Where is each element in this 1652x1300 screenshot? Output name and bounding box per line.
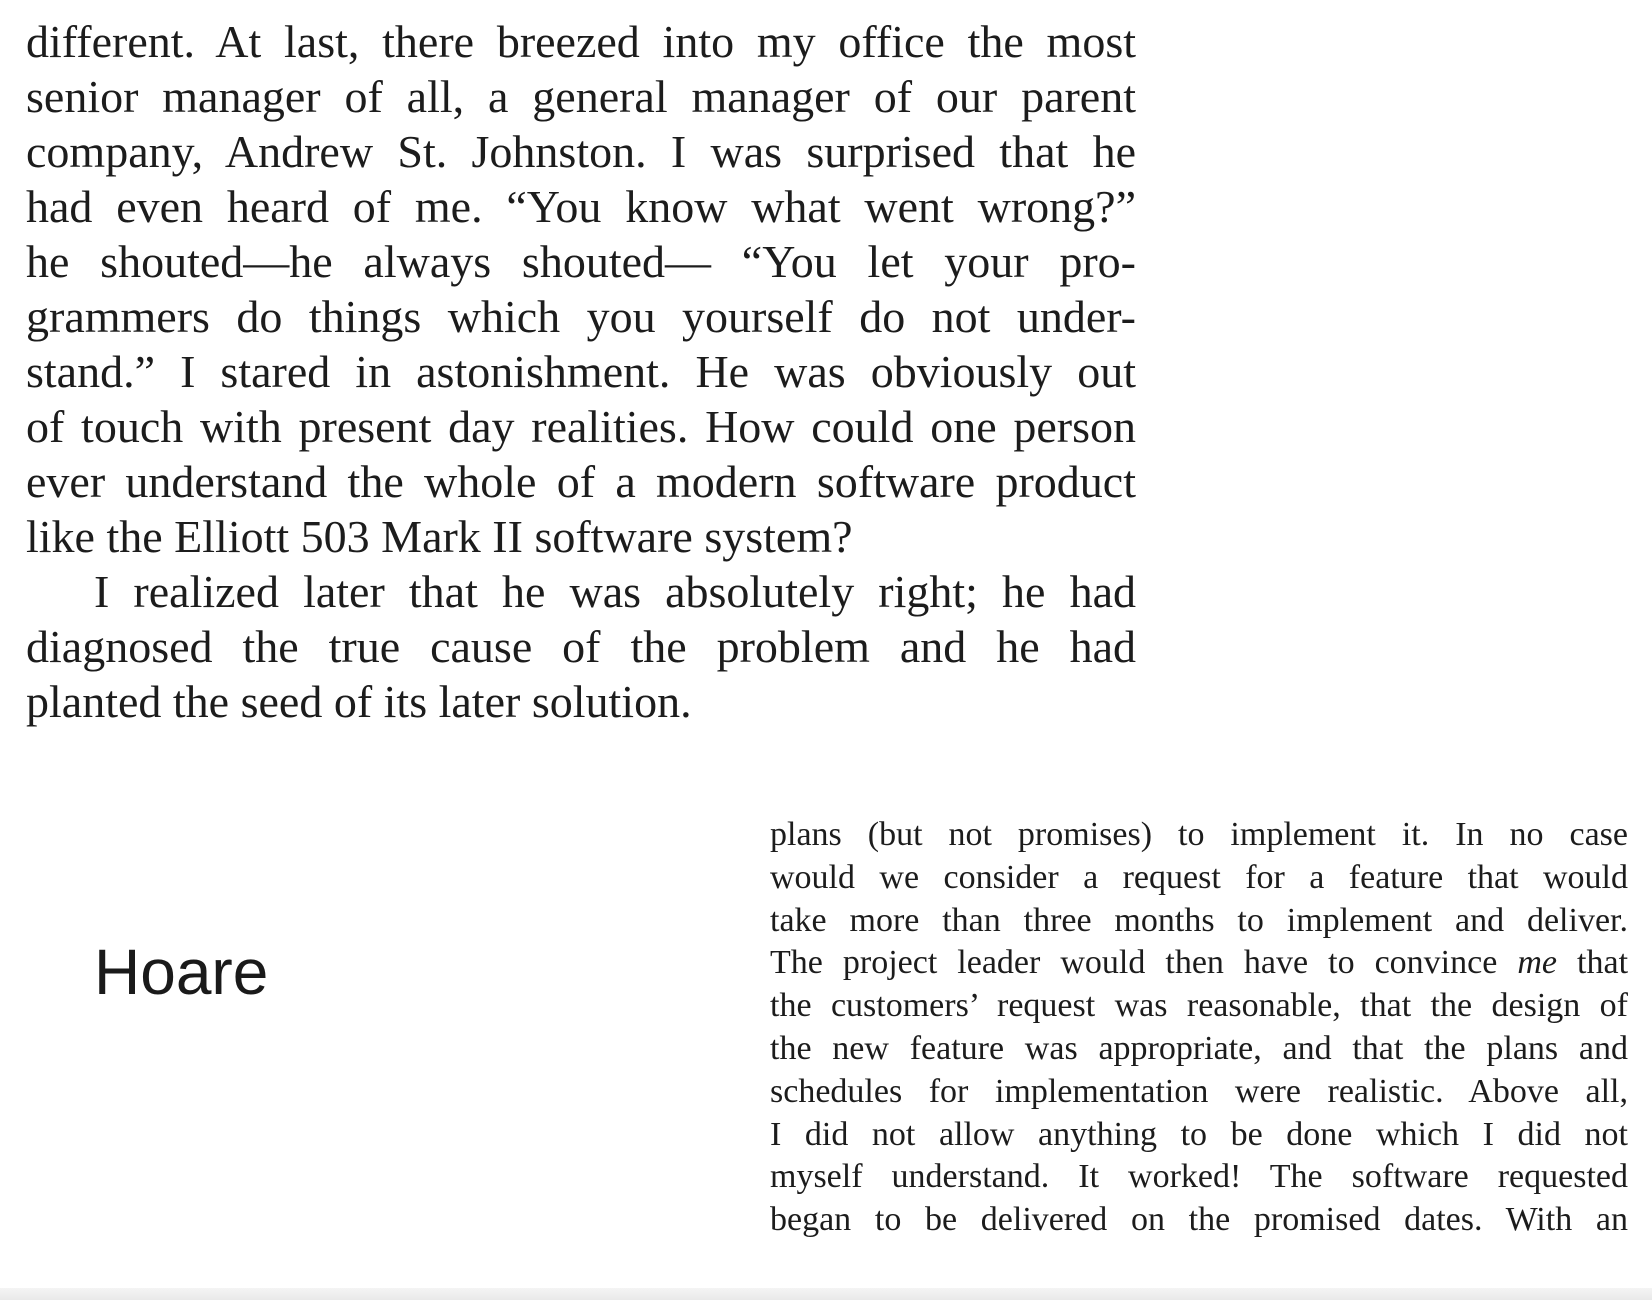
text-line: would we consider a request for a feature that would <box>770 858 1628 896</box>
text-line: began to be delivered on the promised dates. With an <box>770 1201 1628 1239</box>
text-line: take more than three months to implement and deliver. <box>770 901 1628 939</box>
lower-passage <box>770 814 1628 1242</box>
text-line: plans (but not promises) to implement it. In no case <box>770 816 1628 853</box>
text-line: like the Elliott 503 Mark II software system? <box>26 511 853 562</box>
side-label: Hoare <box>94 936 269 1008</box>
text-line: different. At last, there breezed into my office the most <box>26 16 1136 67</box>
text-line: ever understand the whole of a modern software product <box>26 456 1136 507</box>
text-line-with-emphasis <box>770 942 1628 985</box>
text-line: schedules for implementation were realistic. Above all, <box>770 1072 1628 1110</box>
text-line: I realized later that he was absolutely right; he had <box>94 566 1136 617</box>
text-line: I did not allow anything to be done which I did not <box>770 1115 1628 1153</box>
text-segment: The project leader would then have to convince <box>770 944 1498 982</box>
text-line: myself understand. It worked! The software requested <box>770 1158 1628 1196</box>
emphasized-word: me <box>1517 944 1558 982</box>
text-line: planted the seed of its later solution. <box>26 676 692 727</box>
text-line: senior manager of all, a general manager of our parent <box>26 71 1136 122</box>
text-line: had even heard of me. “You know what went wrong?” <box>26 181 1136 232</box>
text-line: of touch with present day realities. How could one person <box>26 401 1136 452</box>
text-line: the new feature was appropriate, and that the plans and <box>770 1029 1628 1067</box>
page-bottom-edge <box>0 1288 1652 1300</box>
text-line: the customers’ request was reasonable, that the design of <box>770 987 1628 1025</box>
text-line: he shouted—he always shouted— “You let your pro- <box>26 236 1136 287</box>
text-line: grammers do things which you yourself do not under- <box>26 291 1136 342</box>
text-segment: that <box>1577 944 1629 982</box>
text-line: stand.” I stared in astonishment. He was obviously out <box>26 346 1136 397</box>
text-line: company, Andrew St. Johnston. I was surprised that he <box>26 126 1136 177</box>
upper-passage <box>26 14 1136 729</box>
text-line: diagnosed the true cause of the problem and he had <box>26 621 1136 672</box>
